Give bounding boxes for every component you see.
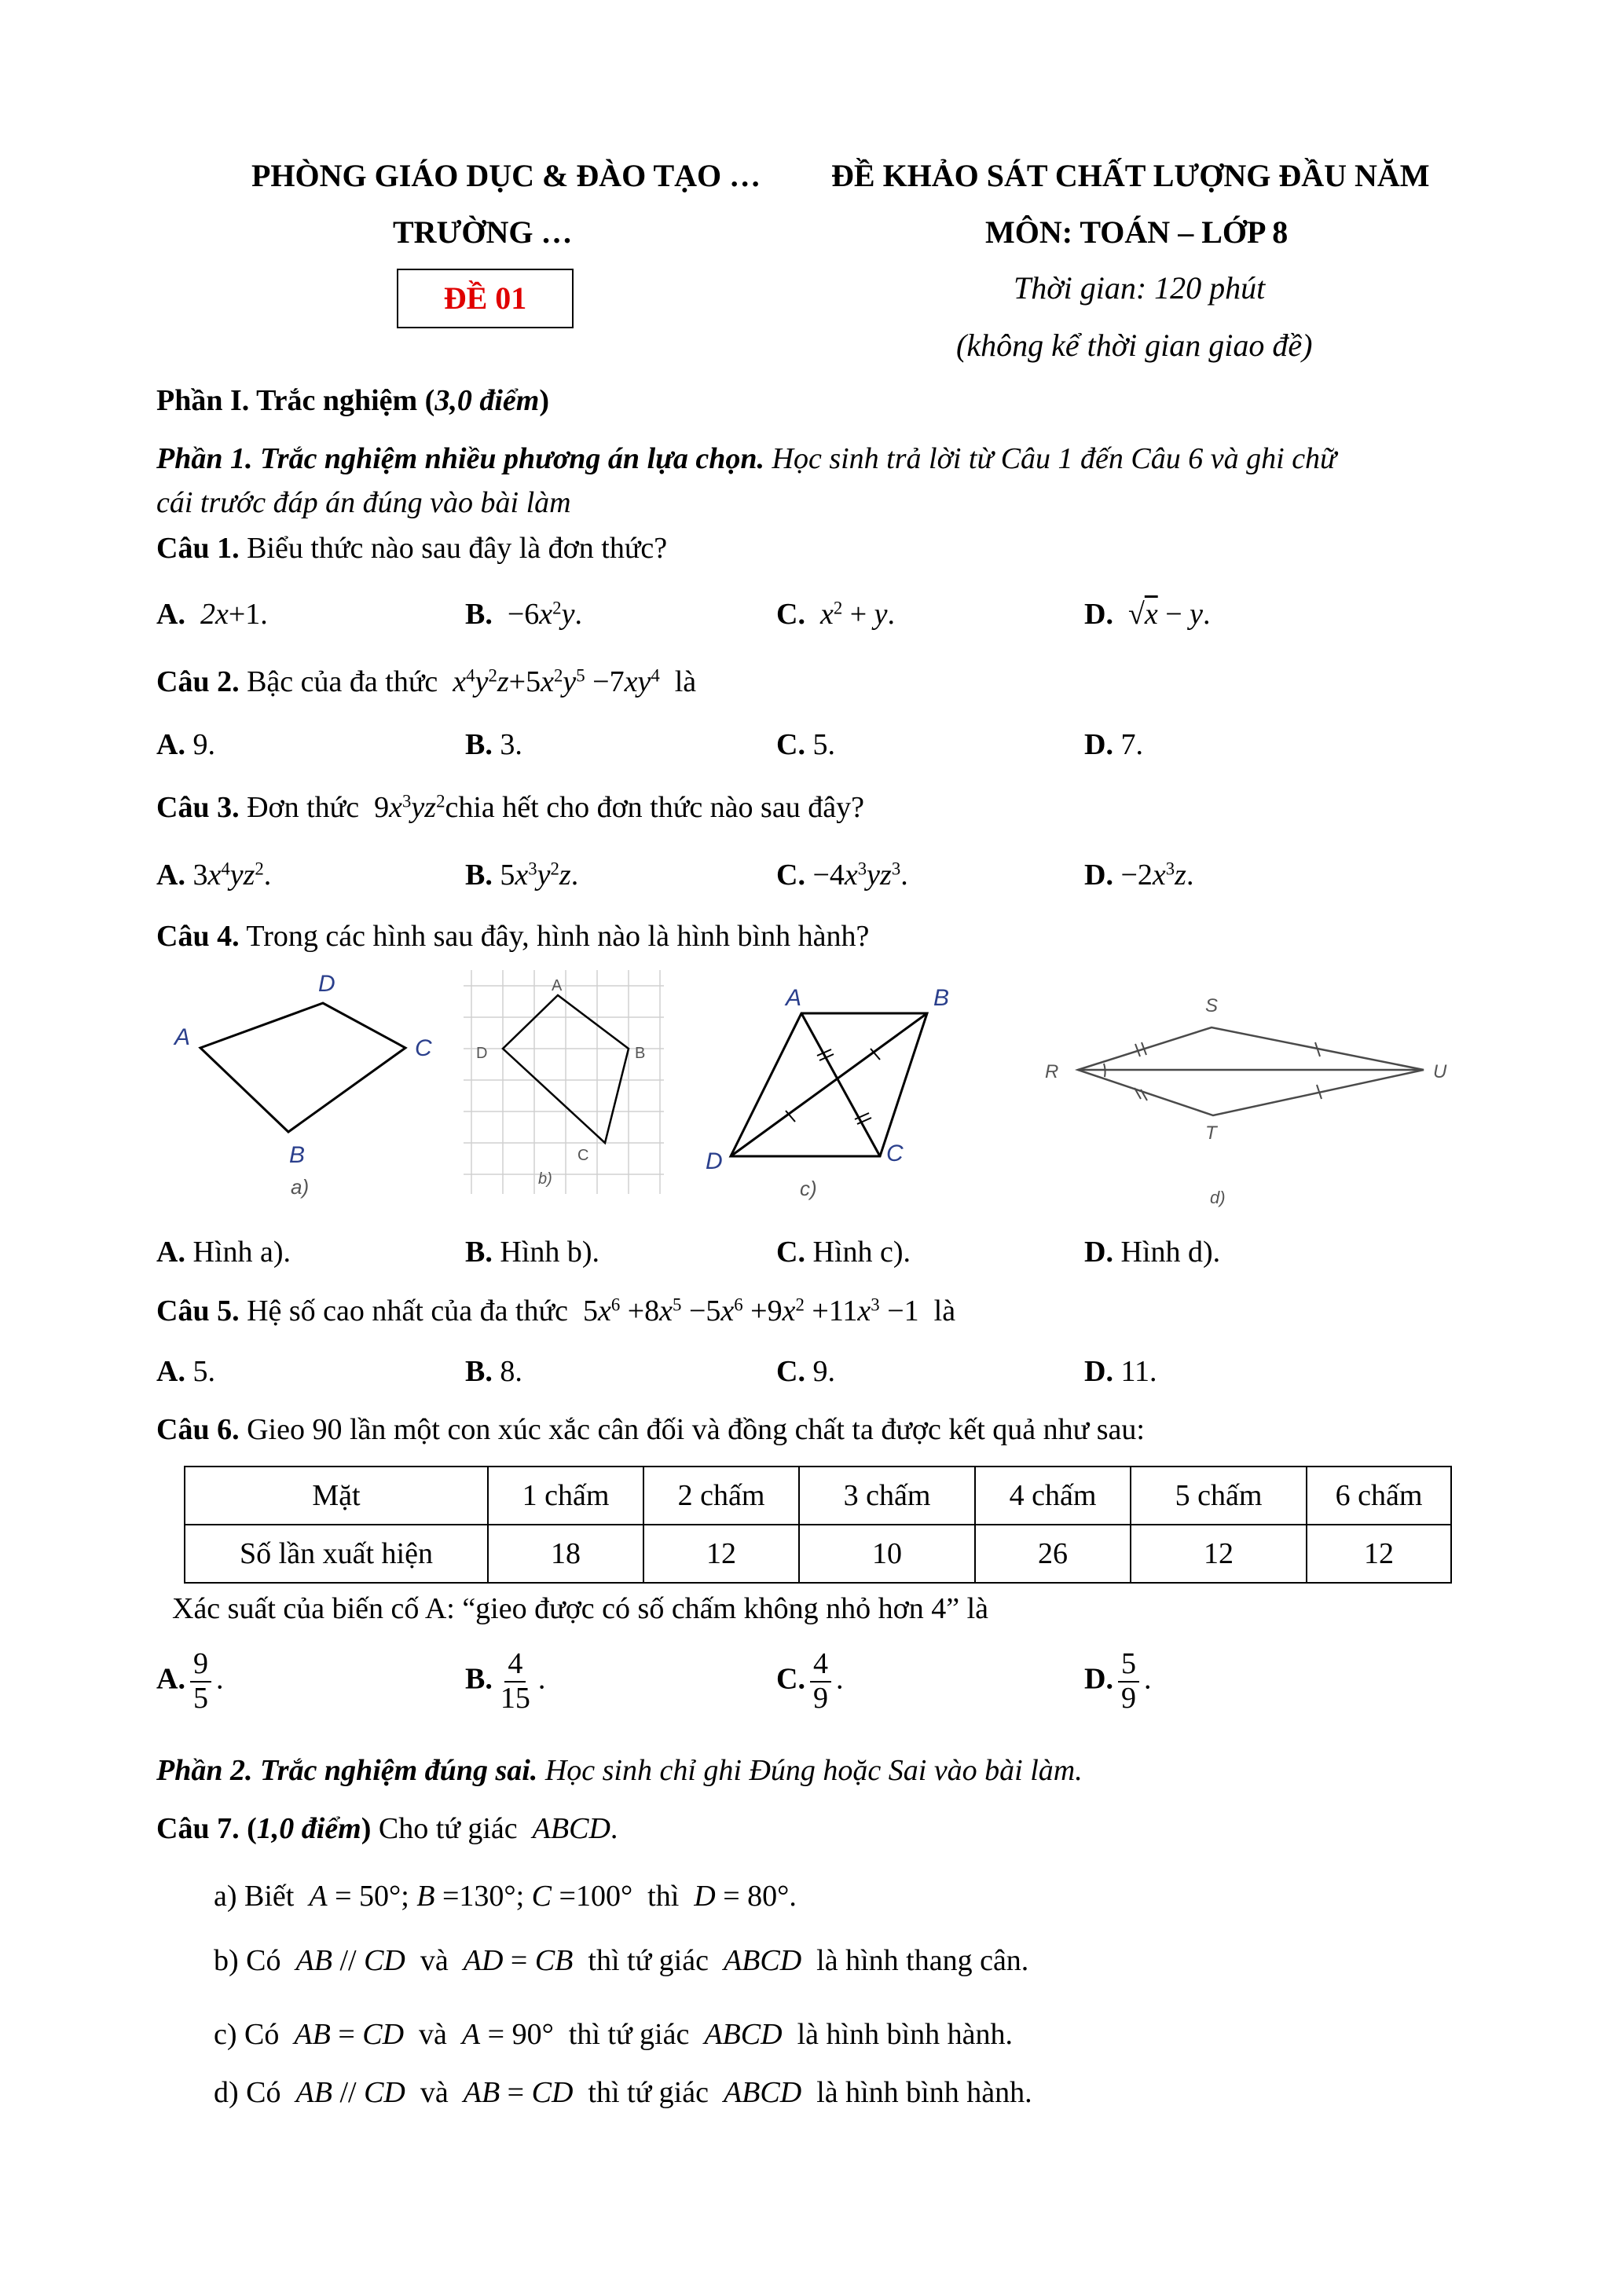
table-cell: 10 [799,1525,975,1583]
q3-option-c: C. $-4x^3yz^3$. [776,859,908,892]
table-header-cell: 2 chấm [643,1467,799,1525]
q1-option-d: D. √x − y. [1084,598,1211,631]
question-4: Câu 4. Trong các hình sau đây, hình nào là hình bình hành? [156,920,870,953]
department-name: PHÒNG GIÁO DỤC & ĐÀO TẠO … [251,158,761,193]
q7-statement-c: c) Có AB = CD và A = 90° thì tứ giác ABCD là hình bình hành. [214,2018,1013,2051]
exam-time: Thời gian: 120 phút [1014,270,1266,306]
q5-option-d: D. 11. [1084,1355,1157,1388]
table-header-cell: 1 chấm [488,1467,643,1525]
table-header-cell: Mặt [185,1467,488,1525]
q2-option-b: B. 3. [465,728,522,761]
table-header-cell: 5 chấm [1131,1467,1307,1525]
fig-a-label-c: C [415,1035,432,1061]
fig-d-label-r: R [1045,1061,1059,1082]
q5-option-b: B. 8. [465,1355,522,1388]
q1-option-c: C. $x^2 + y$. [776,598,896,631]
q7-statement-a: a) Biết A = 50°; B =130°; C =100° thì D = 80°. [214,1880,797,1913]
table-cell: 18 [488,1525,643,1583]
table-header-cell: 6 chấm [1307,1467,1451,1525]
table-cell: 12 [1131,1525,1307,1583]
fig-c-caption: c) [800,1177,817,1200]
fig-b-caption: b) [538,1170,552,1188]
q4-option-b: B. Hình b). [465,1236,600,1269]
subject-title: MÔN: TOÁN – LỚP 8 [985,214,1289,250]
q2-option-a: A. 9. [156,728,215,761]
question-5: Câu 5. Hệ số cao nhất của đa thức $5x^6 +8x^5 -5x^6 +9x^2 +11x^3 -1$ là [156,1294,956,1327]
q7-statement-d: d) Có AB // CD và AB = CD thì tứ giác ABCD là hình bình hành. [214,2076,1032,2109]
part2-heading: Phần 2. Trắc nghiệm đúng sai. Học sinh chỉ ghi Đúng hoặc Sai vào bài làm. [156,1754,1083,1787]
table-cell: 26 [975,1525,1131,1583]
question-6: Câu 6. Gieo 90 lần một con xúc xắc cân đối và đồng chất ta được kết quả như sau: [156,1413,1145,1446]
table-cell: Số lần xuất hiện [185,1525,488,1583]
dice-results-table [184,1466,1452,1584]
table-row [185,1525,1451,1583]
q1-option-a: A. 2x+1. [156,598,268,631]
fig-a-label-a: A [174,1024,191,1050]
fig-c-label-b: B [933,985,950,1011]
q5-option-a: A. 5. [156,1355,215,1388]
question-7: Câu 7. (1,0 điểm) Cho tứ giác ABCD. [156,1812,618,1845]
fig-c-label-c: C [886,1141,904,1166]
table-header-cell: 4 chấm [975,1467,1131,1525]
exam-code-box: ĐỀ 01 [397,269,574,328]
fig-d-label-t: T [1205,1122,1217,1144]
figure-b [464,970,664,1194]
fig-b-label-d: D [476,1045,488,1062]
table-cell: 12 [1307,1525,1451,1583]
q6-option-b: B. $\frac{4}{15}$ . [465,1647,546,1715]
fraction: $\frac{5}{9}$ [1118,1648,1139,1716]
figure-c [691,982,974,1218]
q1-option-b: B. $-6x^2y$. [465,598,582,631]
q3-option-a: A. $3x^4yz^2$. [156,859,272,892]
exam-title: ĐỀ KHẢO SÁT CHẤT LƯỢNG ĐẦU NĂM [831,158,1430,193]
q4-option-c: C. Hình c). [776,1236,911,1269]
part1-heading: Phần I. Trắc nghiệm (3,0 điểm) [156,384,549,417]
part1-sub1-line1: Phần 1. Trắc nghiệm nhiều phương án lựa chọn. Học sinh trả lời từ Câu 1 đến Câu 6 và ghi chữ [156,442,1336,475]
table-header-cell: 3 chấm [799,1467,975,1525]
fraction: $\frac{9}{5}$ [190,1648,211,1716]
figure-a [165,966,448,1202]
question-2: Câu 2. Bậc của đa thức $x^4y^2z+5x^2y^5 -7xy^4$ là [156,665,697,698]
q3-option-d: D. $-2x^3z$. [1084,859,1194,892]
fig-b-label-a: A [552,977,563,994]
q4-option-a: A. Hình a). [156,1236,291,1269]
fig-c-label-a: A [786,985,802,1011]
q4-option-d: D. Hình d). [1084,1236,1221,1269]
figure-d [1029,982,1469,1218]
fraction: $\frac{4}{15}$ [500,1647,530,1715]
q6-option-c: C. $\frac{4}{9}$ . [776,1647,844,1715]
q2-option-c: C. 5. [776,728,835,761]
q5-option-c: C. 9. [776,1355,835,1388]
school-name: TRƯỜNG … [393,214,573,250]
fig-b-label-b: B [635,1045,646,1062]
fig-c-label-d: D [706,1148,723,1174]
fraction: $\frac{4}{9}$ [810,1648,831,1716]
part1-sub1-line2: cái trước đáp án đúng vào bài làm [156,486,571,519]
q2-option-d: D. 7. [1084,728,1143,761]
fig-a-label-b: B [289,1142,306,1168]
exam-time-note: (không kể thời gian giao đề) [956,328,1313,363]
question-1: Câu 1. Biểu thức nào sau đây là đơn thức? [156,532,668,565]
fig-a-label-d: D [318,971,335,997]
fig-d-label-s: S [1205,995,1219,1016]
fig-b-label-c: C [577,1147,589,1164]
table-header-row [185,1467,1451,1525]
fig-d-caption: d) [1210,1188,1226,1207]
fig-a-caption: a) [291,1175,310,1199]
fig-d-label-u: U [1433,1061,1447,1082]
q6-event-text: Xác suất của biến cố A: “gieo được có số chấm không nhỏ hơn 4” là [172,1592,988,1625]
q6-option-a: A. $\frac{9}{5}$ . [156,1647,224,1715]
table-cell: 12 [643,1525,799,1583]
q6-option-d: D. $\frac{5}{9}$ . [1084,1647,1152,1715]
q7-statement-b: b) Có AB // CD và AD = CB thì tứ giác ABCD là hình thang cân. [214,1944,1029,1977]
q3-option-b: B. $5x^3y^2z$. [465,859,579,892]
question-3: Câu 3. Đơn thức $9x^3yz^2chia$ hết cho đơn thức nào sau đây? [156,791,864,824]
